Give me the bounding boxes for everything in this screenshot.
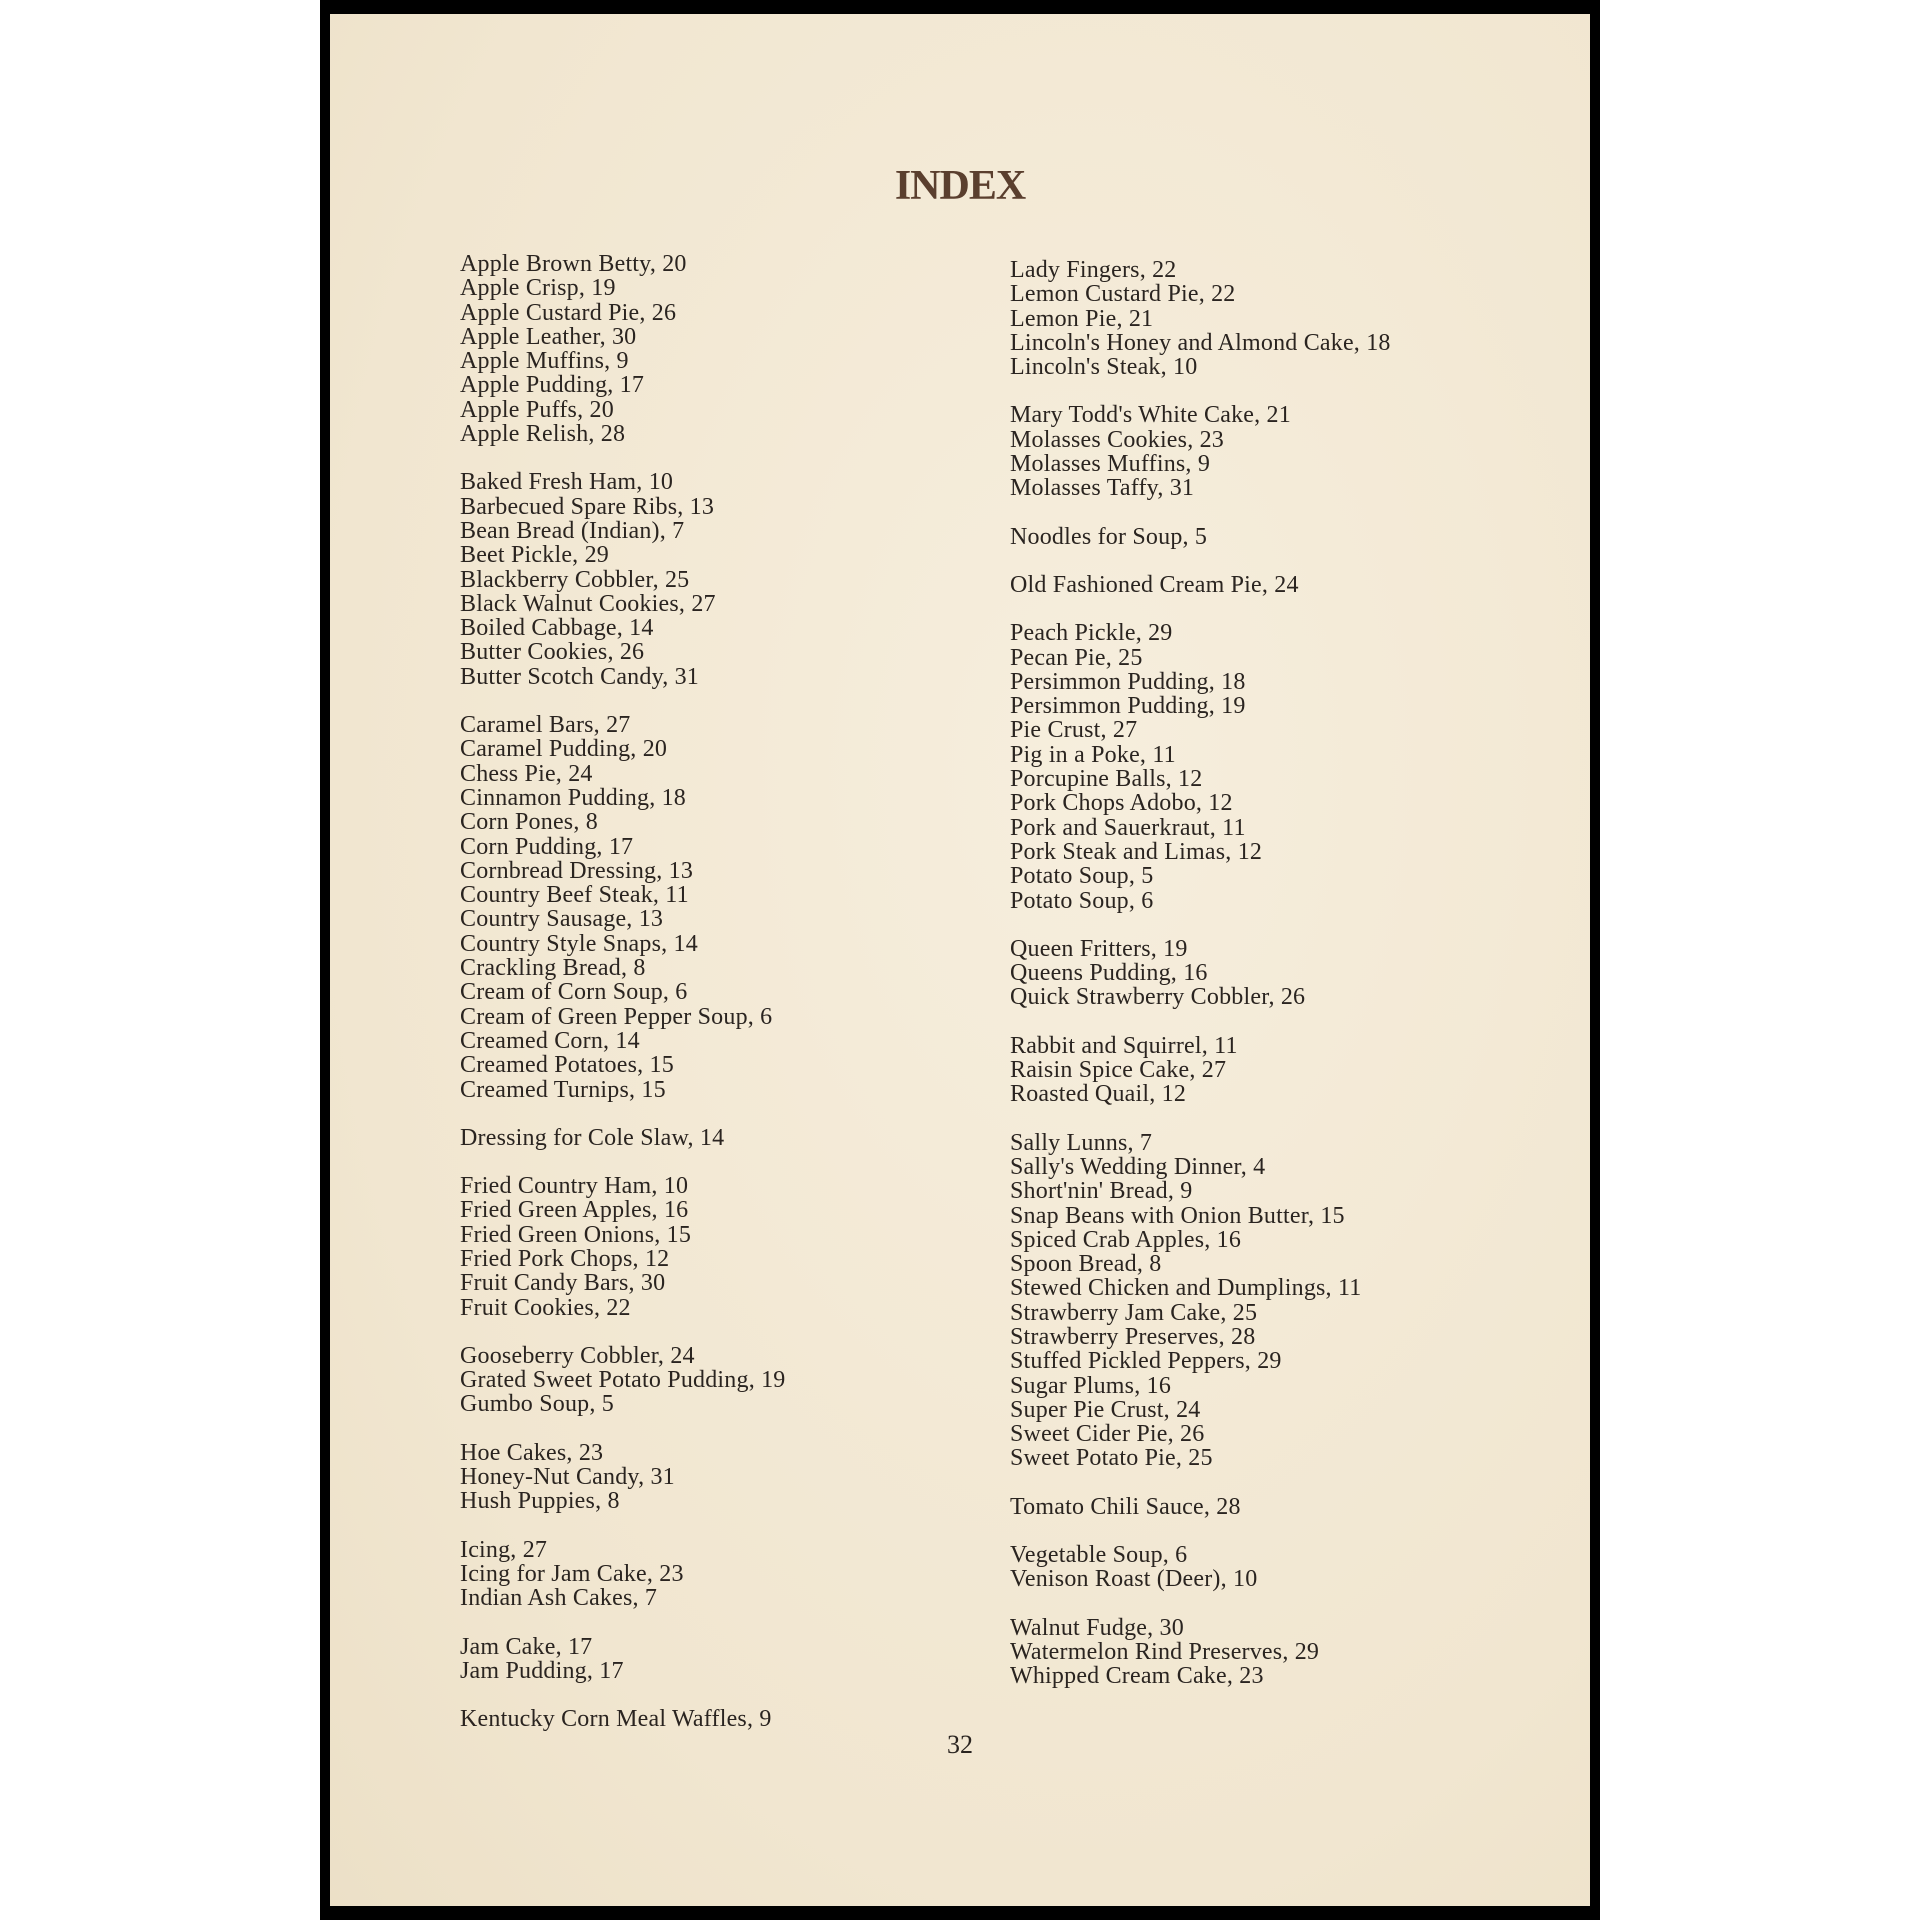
index-entry: Sugar Plums, 16: [1010, 1372, 1172, 1399]
index-entry: Cream of Green Pepper Soup, 6: [460, 1003, 773, 1030]
index-entry: Apple Puffs, 20: [460, 396, 614, 423]
index-entry: Sally Lunns, 7: [1010, 1129, 1153, 1156]
index-entry: Stuffed Pickled Peppers, 29: [1010, 1348, 1282, 1375]
index-entry: Vegetable Soup, 6: [1010, 1542, 1188, 1569]
scanned-page-frame: [320, 0, 1600, 1920]
index-entry: Lady Fingers, 22: [1010, 257, 1177, 283]
index-entry: Hush Puppies, 8: [460, 1488, 620, 1515]
index-entry: Grated Sweet Potato Pudding, 19: [460, 1367, 786, 1394]
index-entry: Apple Pudding, 17: [460, 372, 645, 399]
index-entry: Lincoln's Honey and Almond Cake, 18: [1010, 329, 1391, 356]
index-entry: Potato Soup, 6: [1010, 887, 1154, 914]
index-entry: Fried Green Apples, 16: [460, 1197, 689, 1224]
index-entry: Sweet Potato Pie, 25: [1010, 1445, 1213, 1472]
index-entry: Dressing for Cole Slaw, 14: [460, 1124, 725, 1151]
index-entry: Watermelon Rind Preserves, 29: [1010, 1638, 1320, 1665]
index-entry: Apple Leather, 30: [460, 323, 637, 350]
index-letter-group: [460, 1635, 1000, 1684]
index-entry: Mary Todd's White Cake, 21: [1010, 402, 1291, 429]
index-entry: Fried Country Ham, 10: [460, 1173, 689, 1200]
index-entry: Persimmon Pudding, 19: [1010, 693, 1246, 720]
index-entry: Spiced Crab Apples, 16: [1010, 1226, 1242, 1253]
index-entry: Apple Brown Betty, 20: [460, 251, 687, 277]
index-letter-group: [1010, 1616, 1550, 1689]
index-letter-group: [1010, 1543, 1550, 1592]
index-entry: Fruit Cookies, 22: [460, 1294, 631, 1321]
index-entry: Kentucky Corn Meal Waffles, 9: [460, 1706, 772, 1733]
index-entry: Peach Pickle, 29: [1010, 620, 1173, 647]
index-letter-group: [1010, 403, 1550, 500]
index-entry: Pork and Sauerkraut, 11: [1010, 814, 1246, 841]
index-letter-group: [460, 713, 1000, 1102]
index-entry: Hoe Cakes, 23: [460, 1439, 604, 1466]
index-entry: Sweet Cider Pie, 26: [1010, 1421, 1205, 1448]
index-entry: Walnut Fudge, 30: [1010, 1614, 1184, 1641]
index-letter-group: [1010, 937, 1550, 1010]
index-entry: Persimmon Pudding, 18: [1010, 668, 1246, 695]
index-entry: Pork Chops Adobo, 12: [1010, 790, 1233, 817]
index-entry: Caramel Pudding, 20: [460, 736, 668, 763]
index-entry: Black Walnut Cookies, 27: [460, 590, 716, 617]
index-entry: Fried Green Onions, 15: [460, 1221, 692, 1248]
index-letter-group: [1010, 1034, 1550, 1107]
index-entry: Bean Bread (Indian), 7: [460, 517, 685, 544]
index-entry: Lemon Custard Pie, 22: [1010, 281, 1236, 308]
index-letter-group: [1010, 258, 1550, 379]
index-letter-group: [1010, 573, 1550, 597]
index-entry: Apple Relish, 28: [460, 421, 626, 448]
index-entry: Rabbit and Squirrel, 11: [1010, 1032, 1238, 1059]
index-letter-group: [460, 1174, 1000, 1320]
index-entry: Lemon Pie, 21: [1010, 305, 1154, 332]
index-entry: Molasses Cookies, 23: [1010, 426, 1224, 453]
index-entry: Barbecued Spare Ribs, 13: [460, 493, 715, 520]
index-letter-group: [1010, 525, 1550, 549]
index-entry: Strawberry Preserves, 28: [1010, 1323, 1256, 1350]
index-entry: Potato Soup, 5: [1010, 863, 1154, 890]
index-entry: Snap Beans with Onion Butter, 15: [1010, 1202, 1345, 1229]
index-entry: Short'nin' Bread, 9: [1010, 1178, 1193, 1205]
index-letter-group: [460, 1707, 1000, 1731]
index-entry: Apple Custard Pie, 26: [460, 299, 677, 326]
index-entry: Gumbo Soup, 5: [460, 1391, 614, 1418]
index-letter-group: [1010, 1495, 1550, 1519]
index-entry: Icing for Jam Cake, 23: [460, 1560, 684, 1587]
index-entry: Icing, 27: [460, 1536, 548, 1563]
index-letter-group: [1010, 1131, 1550, 1471]
index-entry: Raisin Spice Cake, 27: [1010, 1057, 1227, 1084]
index-entry: Sally's Wedding Dinner, 4: [1010, 1153, 1266, 1180]
index-letter-group: [1010, 621, 1550, 913]
index-entry: Cream of Corn Soup, 6: [460, 979, 688, 1006]
index-entry: Jam Pudding, 17: [460, 1657, 624, 1684]
index-entry: Blackberry Cobbler, 25: [460, 566, 690, 593]
index-column-right: [1010, 258, 1550, 1713]
index-entry: Whipped Cream Cake, 23: [1010, 1663, 1264, 1690]
index-letter-group: [460, 252, 1000, 446]
index-entry: Boiled Cabbage, 14: [460, 615, 654, 642]
index-entry: Jam Cake, 17: [460, 1633, 593, 1660]
index-entry: Honey-Nut Candy, 31: [460, 1464, 675, 1491]
index-entry: Country Sausage, 13: [460, 906, 664, 933]
index-entry: Gooseberry Cobbler, 24: [460, 1342, 695, 1369]
book-page: [330, 14, 1590, 1906]
index-entry: Apple Muffins, 9: [460, 348, 629, 375]
index-entry: Old Fashioned Cream Pie, 24: [1010, 571, 1299, 598]
index-entry: Venison Roast (Deer), 10: [1010, 1566, 1258, 1593]
index-column-left: [460, 252, 1000, 1755]
index-entry: Beet Pickle, 29: [460, 542, 609, 569]
index-entry: Country Style Snaps, 14: [460, 930, 698, 957]
index-letter-group: [460, 1538, 1000, 1611]
index-entry: Molasses Taffy, 31: [1010, 475, 1195, 502]
index-entry: Pig in a Poke, 11: [1010, 741, 1176, 768]
index-entry: Queens Pudding, 16: [1010, 960, 1208, 987]
index-entry: Butter Scotch Candy, 31: [460, 663, 700, 690]
index-entry: Creamed Corn, 14: [460, 1027, 640, 1054]
index-entry: Lincoln's Steak, 10: [1010, 354, 1198, 381]
page-number: 32: [947, 1730, 973, 1759]
index-entry: Noodles for Soup, 5: [1010, 523, 1208, 550]
index-entry: Apple Crisp, 19: [460, 275, 616, 302]
index-letter-group: [460, 1344, 1000, 1417]
index-entry: Country Beef Steak, 11: [460, 882, 689, 909]
index-entry: Indian Ash Cakes, 7: [460, 1585, 658, 1612]
index-entry: Roasted Quail, 12: [1010, 1081, 1187, 1108]
index-entry: Fruit Candy Bars, 30: [460, 1270, 666, 1297]
index-entry: Baked Fresh Ham, 10: [460, 469, 674, 496]
index-letter-group: [460, 470, 1000, 689]
index-entry: Pork Steak and Limas, 12: [1010, 838, 1263, 865]
index-entry: Queen Fritters, 19: [1010, 935, 1188, 962]
index-entry: Cornbread Dressing, 13: [460, 857, 694, 884]
page-title: INDEX: [894, 163, 1026, 209]
index-entry: Pecan Pie, 25: [1010, 644, 1143, 671]
index-entry: Caramel Bars, 27: [460, 712, 631, 739]
index-entry: Butter Cookies, 26: [460, 639, 645, 666]
index-entry: Creamed Potatoes, 15: [460, 1052, 674, 1079]
index-entry: Chess Pie, 24: [460, 760, 593, 787]
index-entry: Quick Strawberry Cobbler, 26: [1010, 984, 1306, 1011]
index-entry: Super Pie Crust, 24: [1010, 1396, 1201, 1423]
index-entry: Corn Pones, 8: [460, 809, 598, 836]
index-entry: Corn Pudding, 17: [460, 833, 634, 860]
index-entry: Pie Crust, 27: [1010, 717, 1138, 744]
index-entry: Porcupine Balls, 12: [1010, 766, 1203, 793]
index-entry: Creamed Turnips, 15: [460, 1076, 666, 1103]
index-letter-group: [460, 1441, 1000, 1514]
index-entry: Strawberry Jam Cake, 25: [1010, 1299, 1258, 1326]
index-letter-group: [460, 1126, 1000, 1150]
index-entry: Cinnamon Pudding, 18: [460, 784, 687, 811]
index-entry: Molasses Muffins, 9: [1010, 451, 1211, 478]
index-entry: Crackling Bread, 8: [460, 955, 646, 982]
index-entry: Stewed Chicken and Dumplings, 11: [1010, 1275, 1362, 1302]
index-entry: Fried Pork Chops, 12: [460, 1245, 670, 1272]
index-entry: Tomato Chili Sauce, 28: [1010, 1493, 1241, 1520]
index-entry: Spoon Bread, 8: [1010, 1251, 1162, 1278]
